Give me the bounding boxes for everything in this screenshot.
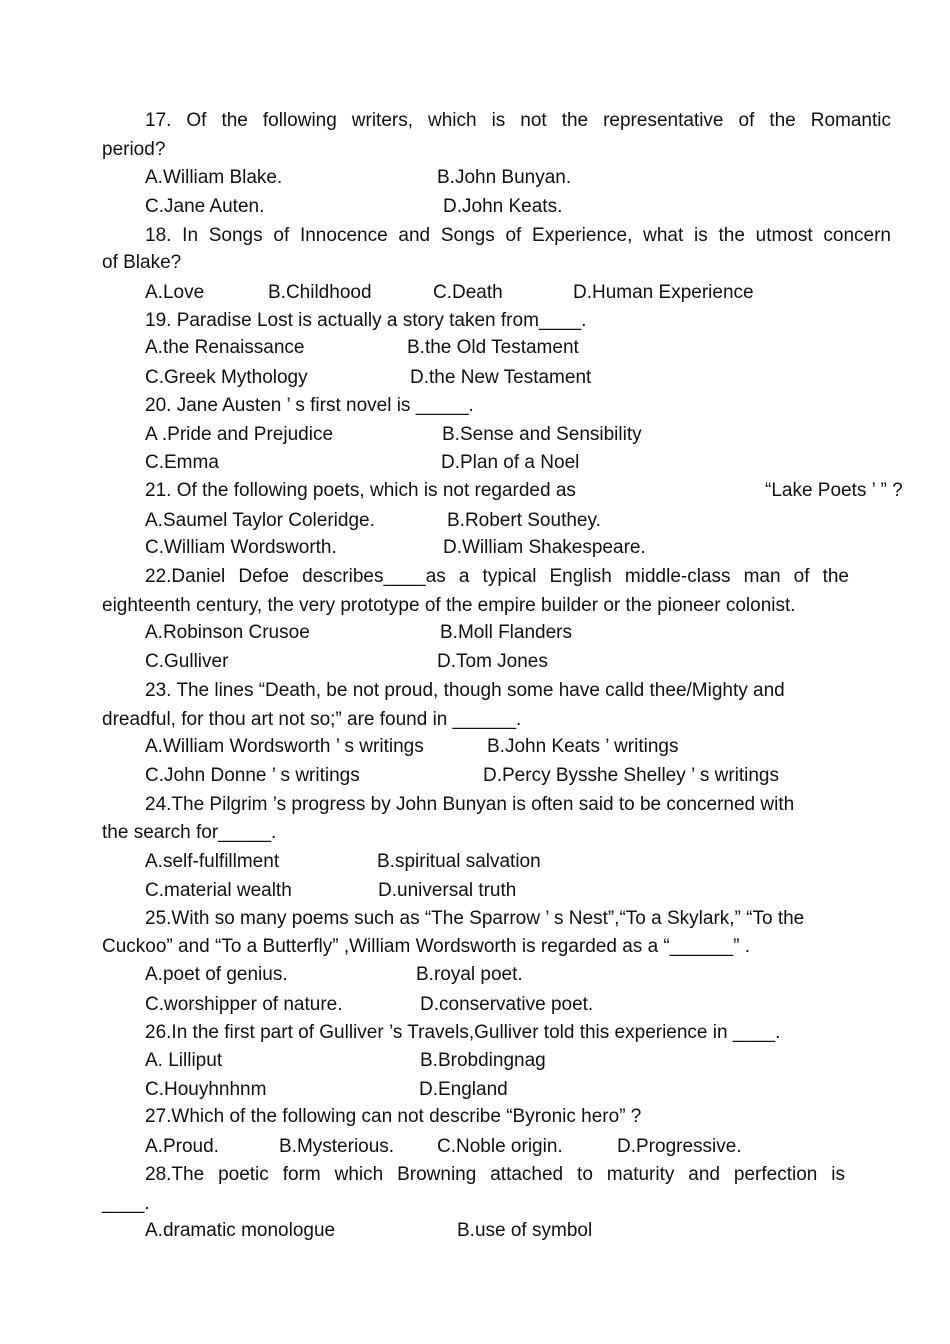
question-26-stem: 26.In the first part of Gulliver ’s Travels,Gulliver told this experience in ____. bbox=[145, 1022, 781, 1043]
question-22-stem-cont: eighteenth century, the very prototype of the empire builder or the pioneer colonist. bbox=[102, 595, 796, 616]
question-18-option-a: A.Love bbox=[145, 282, 205, 303]
question-23-stem: 23. The lines “Death, be not proud, though some have calld thee/Mighty and bbox=[145, 680, 785, 701]
question-21-option-c: C.William Wordsworth. bbox=[145, 537, 337, 558]
question-23-option-b: B.John Keats ’ writings bbox=[487, 736, 679, 757]
question-19-option-a: A.the Renaissance bbox=[145, 337, 305, 358]
question-28-option-b: B.use of symbol bbox=[457, 1220, 593, 1241]
question-26-option-b: B.Brobdingnag bbox=[420, 1050, 546, 1071]
question-22-option-d: D.Tom Jones bbox=[437, 651, 548, 672]
question-28-stem: 28.The poetic form which Browning attached to maturity and perfection is bbox=[145, 1164, 845, 1185]
question-17-stem: 17. Of the following writers, which is not the representative of the Romantic bbox=[145, 110, 891, 131]
question-21-stem: 21. Of the following poets, which is not regarded as bbox=[145, 480, 576, 501]
question-21-option-b: B.Robert Southey. bbox=[447, 510, 601, 531]
question-18-option-c: C.Death bbox=[433, 282, 503, 303]
question-24-stem: 24.The Pilgrim ’s progress by John Bunyan is often said to be concerned with bbox=[145, 794, 795, 815]
question-23-option-d: D.Percy Bysshe Shelley ’ s writings bbox=[483, 765, 780, 786]
question-24-option-a: A.self-fulfillment bbox=[145, 851, 280, 872]
question-21-option-a: A.Saumel Taylor Coleridge. bbox=[145, 510, 375, 531]
question-24-option-d: D.universal truth bbox=[378, 880, 517, 901]
question-27-option-d: D.Progressive. bbox=[617, 1136, 742, 1157]
question-24-option-c: C.material wealth bbox=[145, 880, 292, 901]
question-25-stem: 25.With so many poems such as “The Sparrow ’ s Nest”,“To a Skylark,” “To the bbox=[145, 908, 805, 929]
question-17-option-b: B.John Bunyan. bbox=[437, 167, 572, 188]
question-22-option-b: B.Moll Flanders bbox=[440, 622, 572, 643]
question-20-stem: 20. Jane Austen ’ s first novel is _____. bbox=[145, 395, 474, 416]
question-19-stem: 19. Paradise Lost is actually a story taken from____. bbox=[145, 310, 587, 331]
question-22-stem: 22.Daniel Defoe describes____as a typical English middle-class man of the bbox=[145, 566, 849, 587]
question-18-stem-cont: of Blake? bbox=[102, 252, 182, 273]
question-22-option-c: C.Gulliver bbox=[145, 651, 229, 672]
question-25-option-b: B.royal poet. bbox=[416, 964, 523, 985]
question-17-option-d: D.John Keats. bbox=[443, 196, 563, 217]
question-27-option-a: A.Proud. bbox=[145, 1136, 219, 1157]
question-19-option-c: C.Greek Mythology bbox=[145, 367, 308, 388]
question-27-option-b: B.Mysterious. bbox=[279, 1136, 395, 1157]
question-23-option-c: C.John Donne ’ s writings bbox=[145, 765, 360, 786]
question-26-option-a: A. Lilliput bbox=[145, 1050, 223, 1071]
question-28-option-a: A.dramatic monologue bbox=[145, 1220, 336, 1241]
question-26-option-d: D.England bbox=[419, 1079, 508, 1100]
question-23-option-a: A.William Wordsworth ’ s writings bbox=[145, 736, 424, 757]
question-19-option-b: B.the Old Testament bbox=[407, 337, 579, 358]
question-27-stem: 27.Which of the following can not describe “Byronic hero” ? bbox=[145, 1106, 642, 1127]
question-24-option-b: B.spiritual salvation bbox=[377, 851, 541, 872]
question-22-option-a: A.Robinson Crusoe bbox=[145, 622, 310, 643]
question-28-stem-cont: ____. bbox=[102, 1193, 150, 1214]
question-26-option-c: C.Houyhnhnm bbox=[145, 1079, 267, 1100]
question-25-option-c: C.worshipper of nature. bbox=[145, 994, 343, 1015]
question-25-option-a: A.poet of genius. bbox=[145, 964, 288, 985]
question-21-stem-tail: “Lake Poets ’ ” ? bbox=[765, 480, 903, 501]
question-20-option-c: C.Emma bbox=[145, 452, 219, 473]
question-20-option-d: D.Plan of a Noel bbox=[441, 452, 580, 473]
question-25-option-d: D.conservative poet. bbox=[420, 994, 594, 1015]
question-17-option-c: C.Jane Auten. bbox=[145, 196, 265, 217]
question-23-stem-cont: dreadful, for thou art not so;” are found in ______. bbox=[102, 709, 522, 730]
question-27-option-c: C.Noble origin. bbox=[437, 1136, 563, 1157]
question-19-option-d: D.the New Testament bbox=[410, 367, 592, 388]
question-18-option-d: D.Human Experience bbox=[573, 282, 754, 303]
question-20-option-b: B.Sense and Sensibility bbox=[442, 424, 642, 445]
question-24-stem-cont: the search for_____. bbox=[102, 822, 277, 843]
question-17-stem-cont: period? bbox=[102, 139, 166, 160]
question-20-option-a: A .Pride and Prejudice bbox=[145, 424, 334, 445]
question-25-stem-cont: Cuckoo” and “To a Butterfly” ,William Wordsworth is regarded as a “______” . bbox=[102, 936, 751, 957]
question-18-option-b: B.Childhood bbox=[268, 282, 372, 303]
question-21-option-d: D.William Shakespeare. bbox=[443, 537, 646, 558]
question-17-option-a: A.William Blake. bbox=[145, 167, 283, 188]
question-18-stem: 18. In Songs of Innocence and Songs of Experience, what is the utmost concern bbox=[145, 225, 891, 246]
